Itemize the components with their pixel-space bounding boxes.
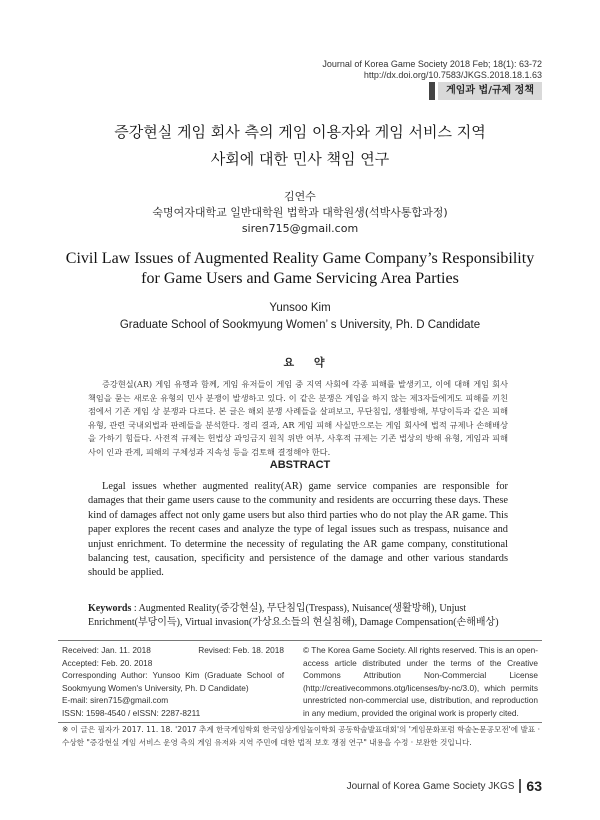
page-number: 63 bbox=[526, 778, 542, 794]
abstract-ko-text: 증강현실(AR) 게임 유행과 함께, 게임 유저들이 게임 중 지역 사회에 각종 피해를 발생키고, 이에 대해 게임 회사 책임을 묻는 새로운 유형의 민사 분쟁이 발생하고 있다. 이 같은 분쟁은 게임을 하지 않는 제3자들에게도 피해를 끼친 점에서 기존 게임 상 분쟁과 다르다. 본 글은 해외 분쟁 사례들을 살펴보고, 무단침입, 생활방해, 부당이득과 같은 피해 유형, 관련 국내외법과 판례들을 분석한다. 정리 결과, AR 게임 피해 사실만으로는 게임 회사에 법적 규제나 손해배상을 가하기 힘들다. 사전적 규제는 헌법상 과잉금지 원칙 위반 여부, 사후적 규제는 기존 법상의 방해 유형, 게임과 피해 사이 인과 관계, 피해의 구체성과 지속성 등을 검토해 결정해야 한다. bbox=[88, 379, 508, 457]
license-text: © The Korea Game Society. All rights reserved. This is an open-access article distributed under the terms of the Creative Commons Attribution Non-Commercial License (http://creativecommons.otg/licenses/by-nc/3.0), which permits unrestricted non-commercial use, distribution, and reproduction in any medium, provided the original work is properly cited. bbox=[303, 645, 538, 718]
doi-link[interactable]: http://dx.doi.org/10.7583/JKGS.2018.18.1.63 bbox=[363, 70, 542, 80]
corresponding-email[interactable]: E-mail: siren715@gmail.com bbox=[62, 695, 169, 706]
author-name-ko: 김연수 bbox=[284, 190, 316, 203]
corresponding-author: Corresponding Author: Yunsoo Kim (Graduate School of Sookmyung Women's University, Ph. D Candidate) bbox=[62, 670, 284, 693]
received-date: Received: Jan. 11. 2018 bbox=[62, 645, 151, 655]
divider-bottom bbox=[58, 722, 542, 723]
footer-journal-name: Journal of Korea Game Society JKGS bbox=[346, 780, 515, 792]
title-ko-line2: 사회에 대한 민사 책임 연구 bbox=[210, 150, 390, 168]
title-en-line2: for Game Users and Game Servicing Area Parties bbox=[141, 270, 459, 287]
author-email-ko[interactable]: siren715@gmail.com bbox=[241, 222, 359, 235]
article-info bbox=[62, 644, 284, 720]
divider-top bbox=[58, 640, 542, 641]
author-affiliation-en: Graduate School of Sookmyung Women’ s University, Ph. D Candidate bbox=[119, 319, 481, 331]
abstract-en-text: Legal issues whether augmented reality(AR) game service companies are responsible for damages that their game users cause to the community and residents are occurring these days. These kind of damages affect not only game users but also third parties who do not play the AR game. This paper explores the recent cases and analyze the type of legal issues such as trespass, nuisance and unjust enrichment. To determine the necessity of regulating the AR game company, constitutional balancing test, causation, specificity and persistence of the damage and other various standards should be applied. bbox=[88, 481, 508, 579]
section-tag bbox=[429, 82, 542, 100]
keywords-label: Keywords bbox=[88, 603, 132, 614]
issn: ISSN: 1598-4540 / eISSN: 2287-8211 bbox=[62, 707, 201, 718]
footer-separator bbox=[519, 779, 521, 793]
revised-date: Revised: Feb. 18. 2018 bbox=[198, 645, 284, 655]
journal-reference: Journal of Korea Game Society 2018 Feb; 18(1): 63-72 bbox=[322, 59, 542, 69]
keywords bbox=[88, 602, 512, 631]
page-footer bbox=[347, 778, 542, 794]
accepted-date: Accepted: Feb. 20. 2018 bbox=[62, 657, 153, 668]
dates-row bbox=[62, 644, 284, 657]
footnote: ※ 이 글은 필자가 2017. 11. 18. '2017 추계 한국게임학회 한국임상게임놀이학회 공동학술발표대회'의 '게임문화포럼 학술논문공모전'에 발표 · 수상한 "증강현실 게임 서비스 운영 측의 게임 유저와 지역 주민에 대한 법적 보호 쟁점 연구" 내용을 수정 · 보완한 것입니다. bbox=[62, 725, 540, 747]
author-affiliation-ko: 숙명여자대학교 일반대학원 법학과 대학원생(석박사통합과정) bbox=[152, 206, 448, 219]
keywords-text: Augmented Reality(증강현실), 무단침입(Trespass), Nuisance(생활방해), Unjust Enrichment(부당이득), Virtual invasion(가상요소들의 현실침해), Damage Compensation(손해배상) bbox=[88, 603, 499, 629]
section-tag-marker bbox=[429, 82, 435, 100]
keywords-separator: : bbox=[131, 603, 139, 614]
abstract-en-heading: ABSTRACT bbox=[269, 459, 331, 471]
title-en-line1: Civil Law Issues of Augmented Reality Game Company’s Responsibility bbox=[65, 250, 535, 267]
title-ko-line1: 증강현실 게임 회사 측의 게임 이용자와 게임 서비스 지역 bbox=[114, 123, 486, 141]
abstract-ko-heading: 요 약 bbox=[283, 356, 333, 369]
section-tag-label: 게임과 법/규제 정책 bbox=[438, 82, 542, 100]
author-name-en: Yunsoo Kim bbox=[269, 302, 331, 314]
